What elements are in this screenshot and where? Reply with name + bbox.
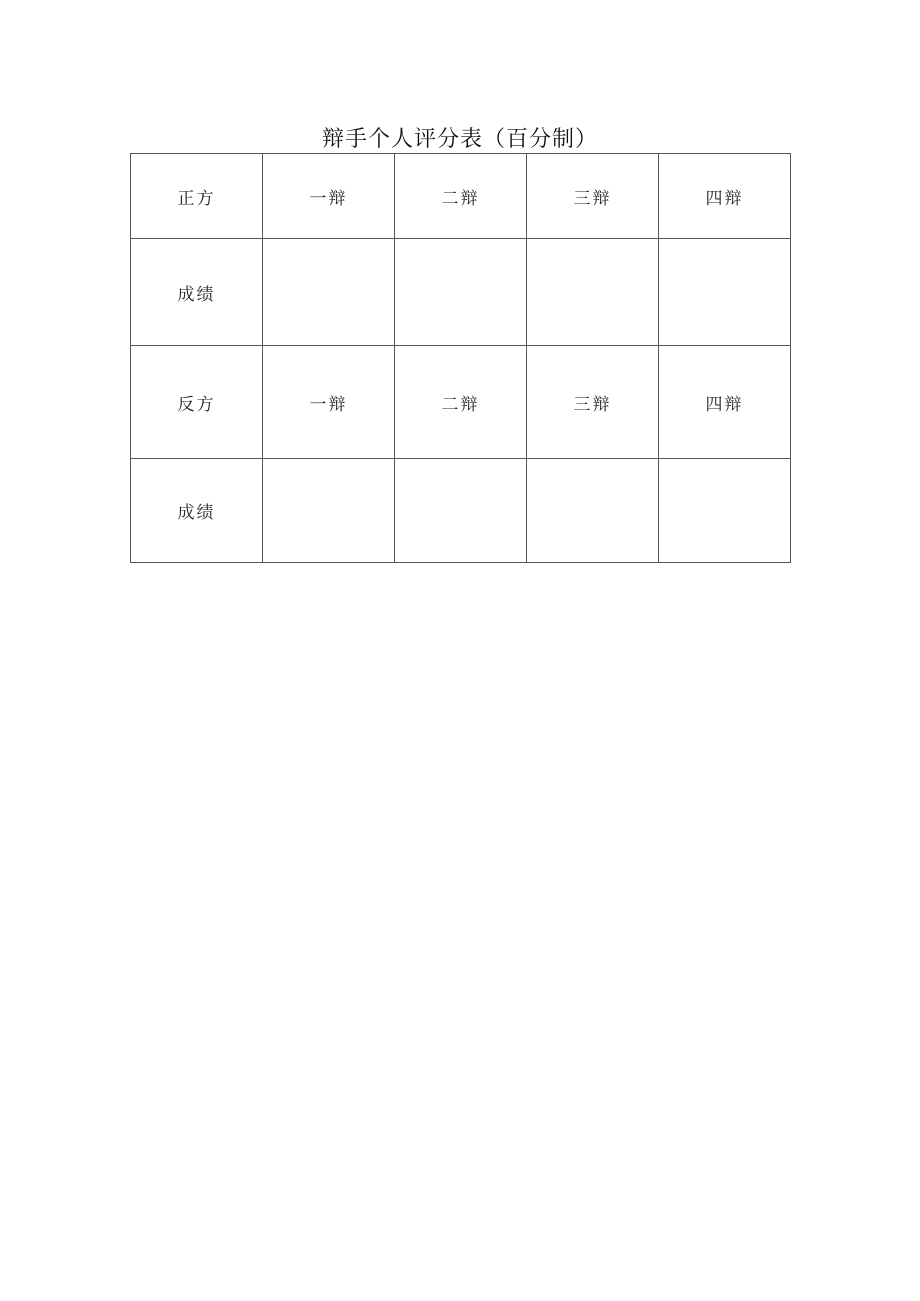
negative-position-3: 三辩 <box>527 346 659 459</box>
negative-position-2: 二辩 <box>395 346 527 459</box>
negative-position-4: 四辩 <box>659 346 791 459</box>
affirmative-position-3: 三辩 <box>527 154 659 239</box>
negative-score-cell-1[interactable] <box>263 459 395 563</box>
negative-side-label: 反方 <box>131 346 263 459</box>
negative-score-label: 成绩 <box>131 459 263 563</box>
affirmative-score-row <box>131 239 791 346</box>
affirmative-header-row <box>131 154 791 239</box>
affirmative-score-cell-3[interactable] <box>527 239 659 346</box>
negative-header-row <box>131 346 791 459</box>
negative-position-1: 一辩 <box>263 346 395 459</box>
negative-score-cell-4[interactable] <box>659 459 791 563</box>
affirmative-score-cell-1[interactable] <box>263 239 395 346</box>
affirmative-position-2: 二辩 <box>395 154 527 239</box>
affirmative-score-cell-2[interactable] <box>395 239 527 346</box>
score-table <box>130 153 791 563</box>
page-title: 辩手个人评分表（百分制） <box>321 127 598 152</box>
affirmative-score-label: 成绩 <box>131 239 263 346</box>
negative-score-cell-3[interactable] <box>527 459 659 563</box>
negative-score-cell-2[interactable] <box>395 459 527 563</box>
affirmative-side-label: 正方 <box>131 154 263 239</box>
affirmative-position-4: 四辩 <box>659 154 791 239</box>
affirmative-score-cell-4[interactable] <box>659 239 791 346</box>
affirmative-position-1: 一辩 <box>263 154 395 239</box>
negative-score-row <box>131 459 791 563</box>
